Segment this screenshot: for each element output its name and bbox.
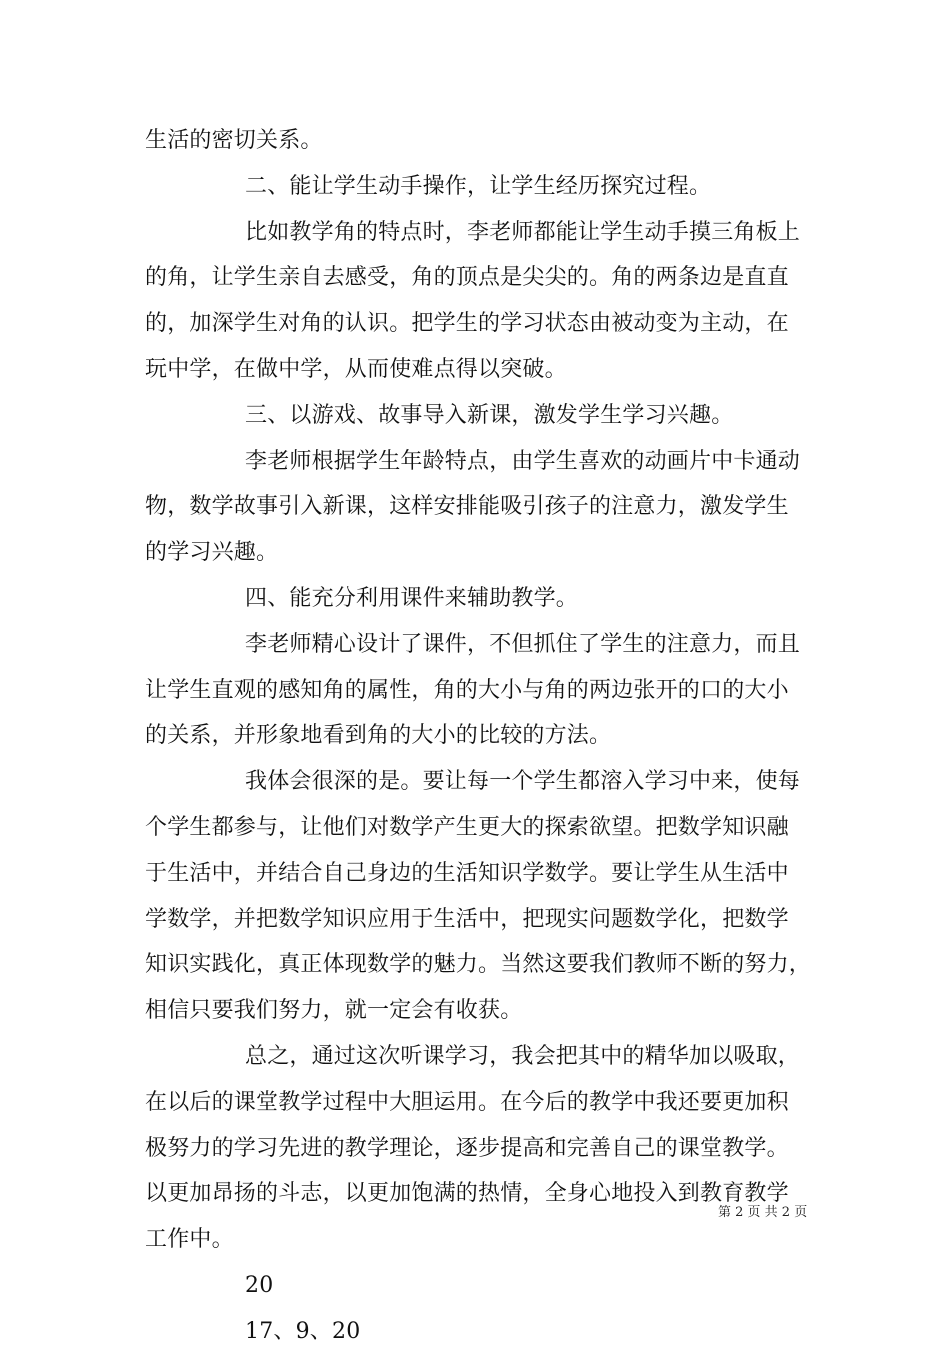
page-number-footer: 第 2 页 共 2 页: [718, 1205, 808, 1220]
text-line: 学数学，并把数学知识应用于生活中，把现实问题数学化，把数学: [145, 906, 789, 932]
text-line: 的角，让学生亲自去感受，角的顶点是尖尖的。角的两条边是直直: [145, 265, 789, 291]
text-line: 于生活中，并结合自己身边的生活知识学数学。要让学生从生活中: [145, 860, 789, 886]
text-line: 20: [245, 1272, 274, 1298]
text-line: 比如教学角的特点时，李老师都能让学生动手摸三角板上: [245, 219, 801, 245]
text-line: 李老师根据学生年龄特点，由学生喜欢的动画片中卡通动: [245, 448, 801, 474]
text-line: 四、能充分利用课件来辅助教学。: [245, 585, 579, 611]
document-body: [145, 118, 815, 1355]
text-line: 总之，通过这次听课学习，我会把其中的精华加以吸取，: [245, 1043, 801, 1069]
text-line: 生活的密切关系。: [145, 128, 323, 153]
text-line: 知识实践化，真正体现数学的魅力。当然这要我们教师不断的努力，: [145, 952, 812, 978]
text-line: 相信只要我们努力，就一定会有收获。: [145, 998, 523, 1024]
text-line: 我体会很深的是。要让每一个学生都溶入学习中来，使每: [245, 769, 801, 795]
text-line: 让学生直观的感知角的属性，角的大小与角的两边张开的口的大小: [145, 677, 789, 703]
text-line: 极努力的学习先进的教学理论，逐步提高和完善自己的课堂教学。: [145, 1135, 789, 1161]
text-line: 17、9、20: [245, 1318, 361, 1344]
text-line: 以更加昂扬的斗志，以更加饱满的热情，全身心地投入到教育教学: [145, 1181, 789, 1207]
text-line: 玩中学，在做中学，从而使难点得以突破。: [145, 356, 567, 382]
text-line: 工作中。: [145, 1227, 234, 1253]
text-line: 三、以游戏、故事导入新课，激发学生学习兴趣。: [245, 402, 734, 428]
text-line: 二、能让学生动手操作，让学生经历探究过程。: [245, 173, 712, 199]
text-line: 的学习兴趣。: [145, 540, 279, 566]
text-line: 李老师精心设计了课件，不但抓住了学生的注意力，而且: [245, 631, 801, 657]
text-line: 个学生都参与，让他们对数学产生更大的探索欲望。把数学知识融: [145, 814, 789, 840]
text-line: 在以后的课堂教学过程中大胆运用。在今后的教学中我还要更加积: [145, 1089, 789, 1115]
text-line: 的关系，并形象地看到角的大小的比较的方法。: [145, 723, 612, 749]
text-line: 的，加深学生对角的认识。把学生的学习状态由被动变为主动，在: [145, 311, 789, 337]
text-line: 物，数学故事引入新课，这样安排能吸引孩子的注意力，激发学生: [145, 494, 789, 520]
